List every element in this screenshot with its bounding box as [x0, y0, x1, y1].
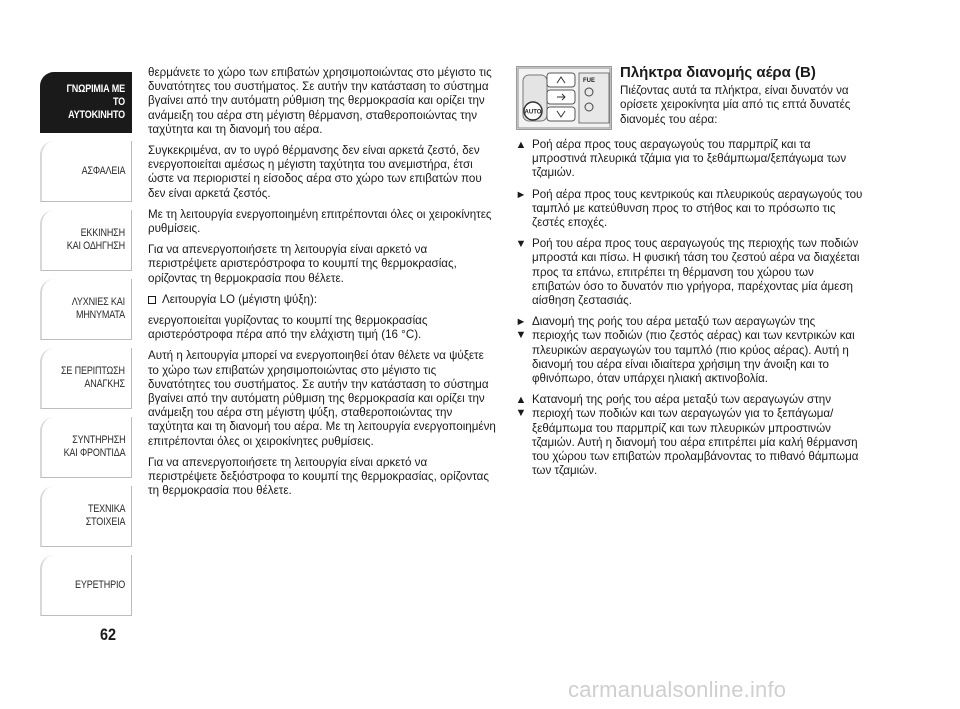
paragraph: Αυτή η λειτουργία μπορεί να ενεργοποιηθεί όταν θέλετε να ψύξετε το χώρο των επιβατών χρησιμοποιώντας στο μέγιστο τις δυνατότητες του συστήματος. Σε αυτήν την κατάσταση το σύστημα βγαίνει από την αυτόματη ρύθμιση της θερμοκρασία και ορίζει την ανάμειξη του αέρα στη μέγιστη ψύξη, σταθεροποιώντας την ταχύτητα και τη διανομή του αέρα. Με τη λειτουργία ενεργοποιημένη επιτρέπονται όλες οι χειροκίνητες ρυθμίσεις. [148, 349, 496, 448]
tab-label: ΕΥΡΕΤΗΡΙΟ [74, 578, 125, 591]
paragraph: Με τη λειτουργία ενεργοποιημένη επιτρέπονται όλες οι χειροκίνητες ρυθμίσεις. [148, 207, 492, 236]
climate-panel-icon [517, 67, 611, 129]
list-item [510, 138, 865, 181]
auto-button-label: AUTO [524, 109, 542, 116]
paragraph: ενεργοποιείται γυρίζοντας το κουμπί της θερμοκρασίας αριστερόστροφα πέρα από την ελάχιστη τιμή (16 °C). [148, 314, 428, 342]
fuel-label: FUE [583, 78, 595, 84]
tab-label: ΕΚΚΙΝΗΣΗ ΚΑΙ ΟΔΗΓΗΣΗ [66, 227, 125, 252]
list-item-text: Ροή του αέρα προς τους αεραγωγούς της περιοχής των ποδιών μπροστά και πίσω. Η φυσική τάση του ζεστού αέρα να διαχέεται προς τα επάνω, επιτρέπει τη θέρμανση του χώρου των επιβατών όσο το δυνατόν πιο γρήγορα, παρέχοντας μία άμεση αίσθηση ζεστασιάς. [532, 237, 860, 308]
page-number: 62 [100, 625, 117, 644]
tab-getting-to-know-car[interactable] [40, 72, 132, 133]
arrow-right-icon: ► [515, 188, 527, 201]
list-item-text: Διανομή της ροής του αέρα μεταξύ των αεραγωγών της περιοχής των ποδιών (πιο ζεστός αέρας) και των κεντρικών και πλευρικών αεραγωγών του ταμπλό (πιο κρύος αέρας). Αυτή η διανομή του αέρα είναι ιδιαίτερα χρήσιμη την άνοιξη και το φθινόπωρο, όταν υπάρχει ηλιακή ακτινοβολία. [532, 315, 855, 386]
section-tabs [40, 72, 132, 624]
arrow-up-down-icon: ▲ ▼ [515, 394, 527, 420]
tab-index[interactable] [40, 555, 132, 616]
tab-warning-lights[interactable] [40, 279, 132, 340]
function-heading [148, 293, 496, 307]
tab-label: ΣΕ ΠΕΡΙΠΤΩΣΗ ΑΝΑΓΚΗΣ [61, 365, 125, 390]
paragraph: θερμάνετε το χώρο των επιβατών χρησιμοποιώντας στο μέγιστο τις δυνατότητες του συστήματος. Σε αυτήν την κατάσταση το σύστημα βγαίνει από την αυτόματη ρύθμιση της θερμοκρασία και ορίζει την ανάμειξη του αέρα στη μέγιστη θέρμανση, σταθεροποιώντας την ταχύτητα και τη διανομή του αέρα. [148, 66, 492, 136]
tab-safety[interactable] [40, 141, 132, 202]
tab-label: ΑΣΦΑΛΕΙΑ [81, 164, 125, 177]
arrow-up-icon: ▲ [515, 139, 527, 151]
tab-label: ΛΥΧΝΙΕΣ ΚΑΙ ΜΗΝΥΜΑΤΑ [71, 296, 125, 321]
tab-maintenance[interactable] [40, 417, 132, 478]
paragraph: Για να απενεργοποιήσετε τη λειτουργία είναι αρκετό να περιστρέψετε αριστερόστροφα το κουμπί της θερμοκρασίας, ορίζοντας τη θερμοκρασία που θέλετε. [148, 243, 457, 285]
list-item [510, 315, 865, 386]
list-item [510, 237, 865, 308]
left-text-column [148, 66, 496, 505]
watermark: carmanualsonline.info [568, 677, 787, 702]
arrow-right-down-icon: ► ▼ [515, 316, 527, 342]
tab-technical-data[interactable] [40, 486, 132, 547]
paragraph: Συγκεκριμένα, αν το υγρό θέρμανσης δεν είναι αρκετά ζεστό, δεν ενεργοποιείται αμέσως η μέγιστη ταχύτητα του ανεμιστήρα, έτσι ώστε να περιοριστεί η είσοδος αέρα στο χώρο των επιβατών που δεν είναι αρκετά ζεστός. [148, 144, 482, 200]
heading-block [620, 66, 865, 130]
list-item [510, 393, 865, 478]
intro-text: Πιέζοντας αυτά τα πλήκτρα, είναι δυνατόν να ορίσετε χειροκίνητα μία από τις επτά δυνατές διανομές του αέρα: [620, 84, 851, 126]
list-item-text: Κατανομή της ροής του αέρα μεταξύ των αεραγωγών στην περιοχή των ποδιών και των αεραγωγών για το ξεπάγωμα/ξεθάμπωμα του παρμπρίζ και των πλευρικών μπροστινών τζαμιών. Αυτή η διανομή του αέρα επιτρέπει μία καλή θέρμανση του χώρου των επιβατών προλαμβάνοντας το πιθανό θάμπωμα των τζαμιών. [532, 393, 859, 478]
list-item-text: Ροή αέρα προς τους κεντρικούς και πλευρικούς αεραγωγούς του ταμπλό με κατεύθυνση προς το στήθος και το πρόσωπο τις ζεστές εποχές. [532, 187, 863, 230]
section-title: Πλήκτρα διανομής αέρα (B) [620, 64, 816, 81]
section-header [510, 66, 865, 130]
tab-starting-driving[interactable] [40, 210, 132, 271]
list-item-text: Ροή αέρα προς τους αεραγωγούς του παρμπρίζ και τα μπροστινά πλευρικά τζάμια για το ξεθάμπωμα/ξεπάγωμα των τζαμιών. [532, 138, 847, 180]
tab-emergency[interactable] [40, 348, 132, 409]
right-text-column [510, 66, 865, 485]
paragraph: Για να απενεργοποιήσετε τη λειτουργία είναι αρκετό να περιστρέψετε δεξιόστροφα το κουμπί της θερμοκρασίας, ορίζοντας τη θερμοκρασία που θέλετε. [148, 455, 489, 498]
tab-label: ΣΥΝΤΗΡΗΣΗ ΚΑΙ ΦΡΟΝΤΙΔΑ [63, 434, 125, 459]
tab-label: ΓΝΩΡΙΜΙΑ ΜΕ ΤΟ ΑΥΤΟΚΙΝΗΤΟ [66, 82, 125, 121]
arrow-down-icon: ▼ [515, 238, 527, 251]
checkbox-icon [148, 296, 156, 304]
function-title: Λειτουργία LO (μέγιστη ψύξη): [162, 292, 318, 306]
list-item [510, 188, 865, 231]
control-panel-illustration [516, 66, 612, 130]
tab-label: ΤΕΧΝΙΚΑ ΣΤΟΙΧΕΙΑ [85, 503, 125, 528]
